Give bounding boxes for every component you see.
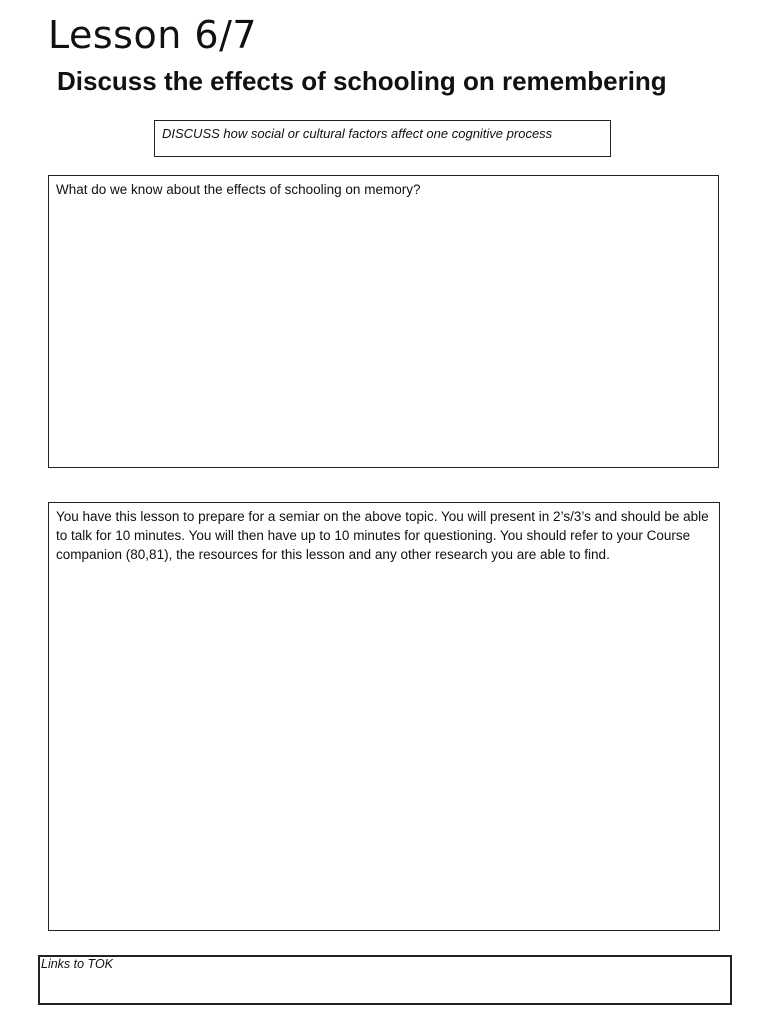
page-title: Lesson 6/7 bbox=[48, 13, 258, 57]
question-prompt: What do we know about the effects of schooling on memory? bbox=[56, 182, 421, 197]
tok-links-box bbox=[38, 955, 732, 1005]
task-instructions-box bbox=[48, 502, 720, 931]
question-answer-box bbox=[48, 175, 719, 468]
tok-links-label: Links to TOK bbox=[41, 957, 114, 971]
task-instructions-text: You have this lesson to prepare for a semiar on the above topic. You will present in 2’s/3’s and should be able to talk for 10 minutes. You will then have up to 10 minutes for questioning. You should refer to your Course companion (80,81), the resources for this lesson and any other research you are able to find. bbox=[56, 509, 709, 562]
learning-objective-box bbox=[154, 120, 611, 157]
page-subtitle: Discuss the effects of schooling on remembering bbox=[57, 66, 667, 96]
learning-objective-text: DISCUSS how social or cultural factors affect one cognitive process bbox=[162, 126, 553, 141]
